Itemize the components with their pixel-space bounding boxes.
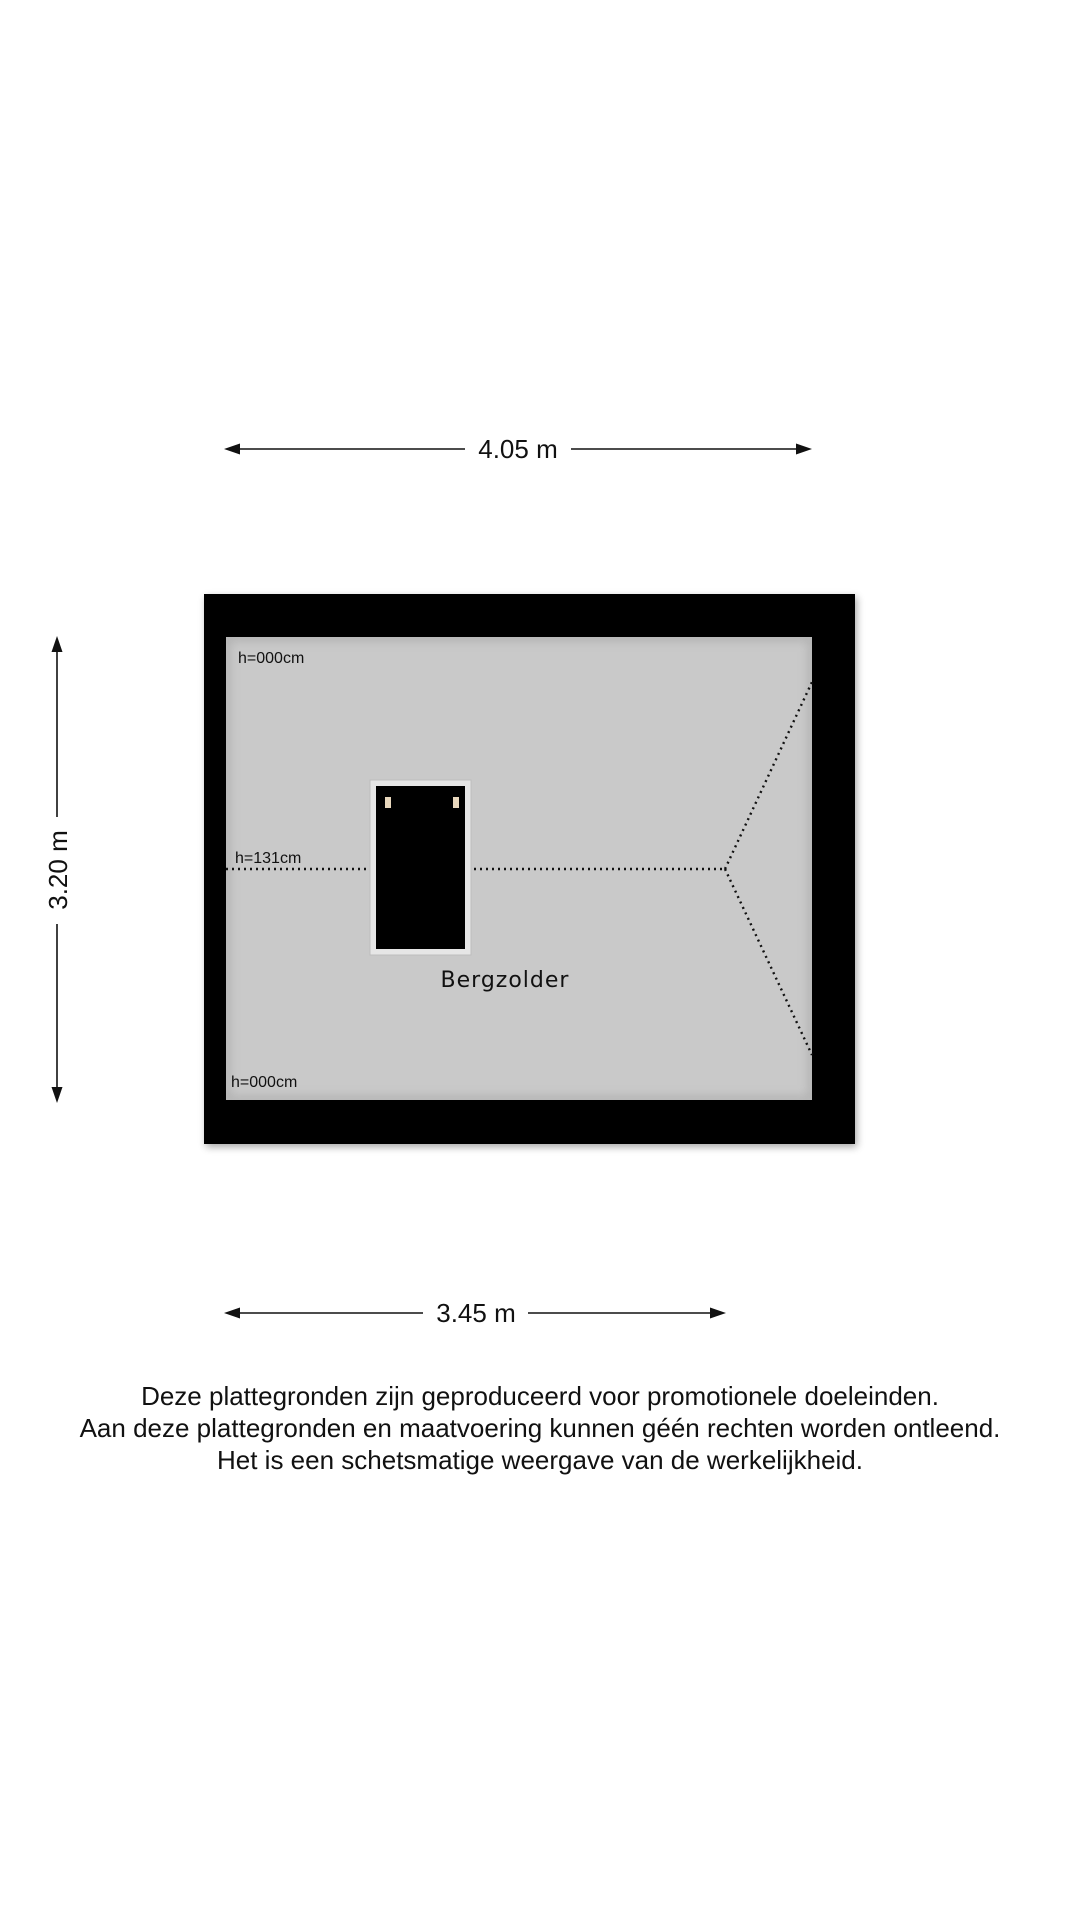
- left-dimension: [43, 636, 73, 1103]
- left-dimension-label: 3.20 m: [43, 830, 73, 910]
- disclaimer-line-1: Deze plattegronden zijn geproduceerd voor promotionele doeleinden.: [141, 1381, 939, 1411]
- stair-hole: [376, 786, 465, 949]
- bottom-dimension: [224, 1298, 726, 1328]
- bottom-dimension-label: 3.45 m: [436, 1298, 516, 1328]
- height-label-bottom-left: h=000cm: [231, 1074, 298, 1091]
- disclaimer-line-2: Aan deze plattegronden en maatvoering kunnen géén rechten worden ontleend.: [79, 1413, 1001, 1443]
- bottom-dimension-arrow-left: [224, 1308, 240, 1319]
- top-dimension-label: 4.05 m: [478, 434, 558, 464]
- height-label-middle: h=131cm: [235, 850, 302, 867]
- disclaimer-line-3: Het is een schetsmatige weergave van de werkelijkheid.: [216, 1445, 863, 1475]
- stair-marker-right: [453, 797, 459, 808]
- top-dimension-arrow-left: [224, 444, 240, 455]
- top-dimension-arrow-right: [796, 444, 812, 455]
- left-dimension-arrow-top: [52, 636, 63, 652]
- height-label-top-left: h=000cm: [238, 650, 305, 667]
- top-dimension: [224, 434, 812, 464]
- room-name: Bergzolder: [440, 968, 570, 993]
- bottom-dimension-arrow-right: [710, 1308, 726, 1319]
- stair-opening: [370, 780, 471, 955]
- left-dimension-arrow-bottom: [52, 1087, 63, 1103]
- disclaimer: [0, 1380, 1080, 1476]
- stair-marker-left: [385, 797, 391, 808]
